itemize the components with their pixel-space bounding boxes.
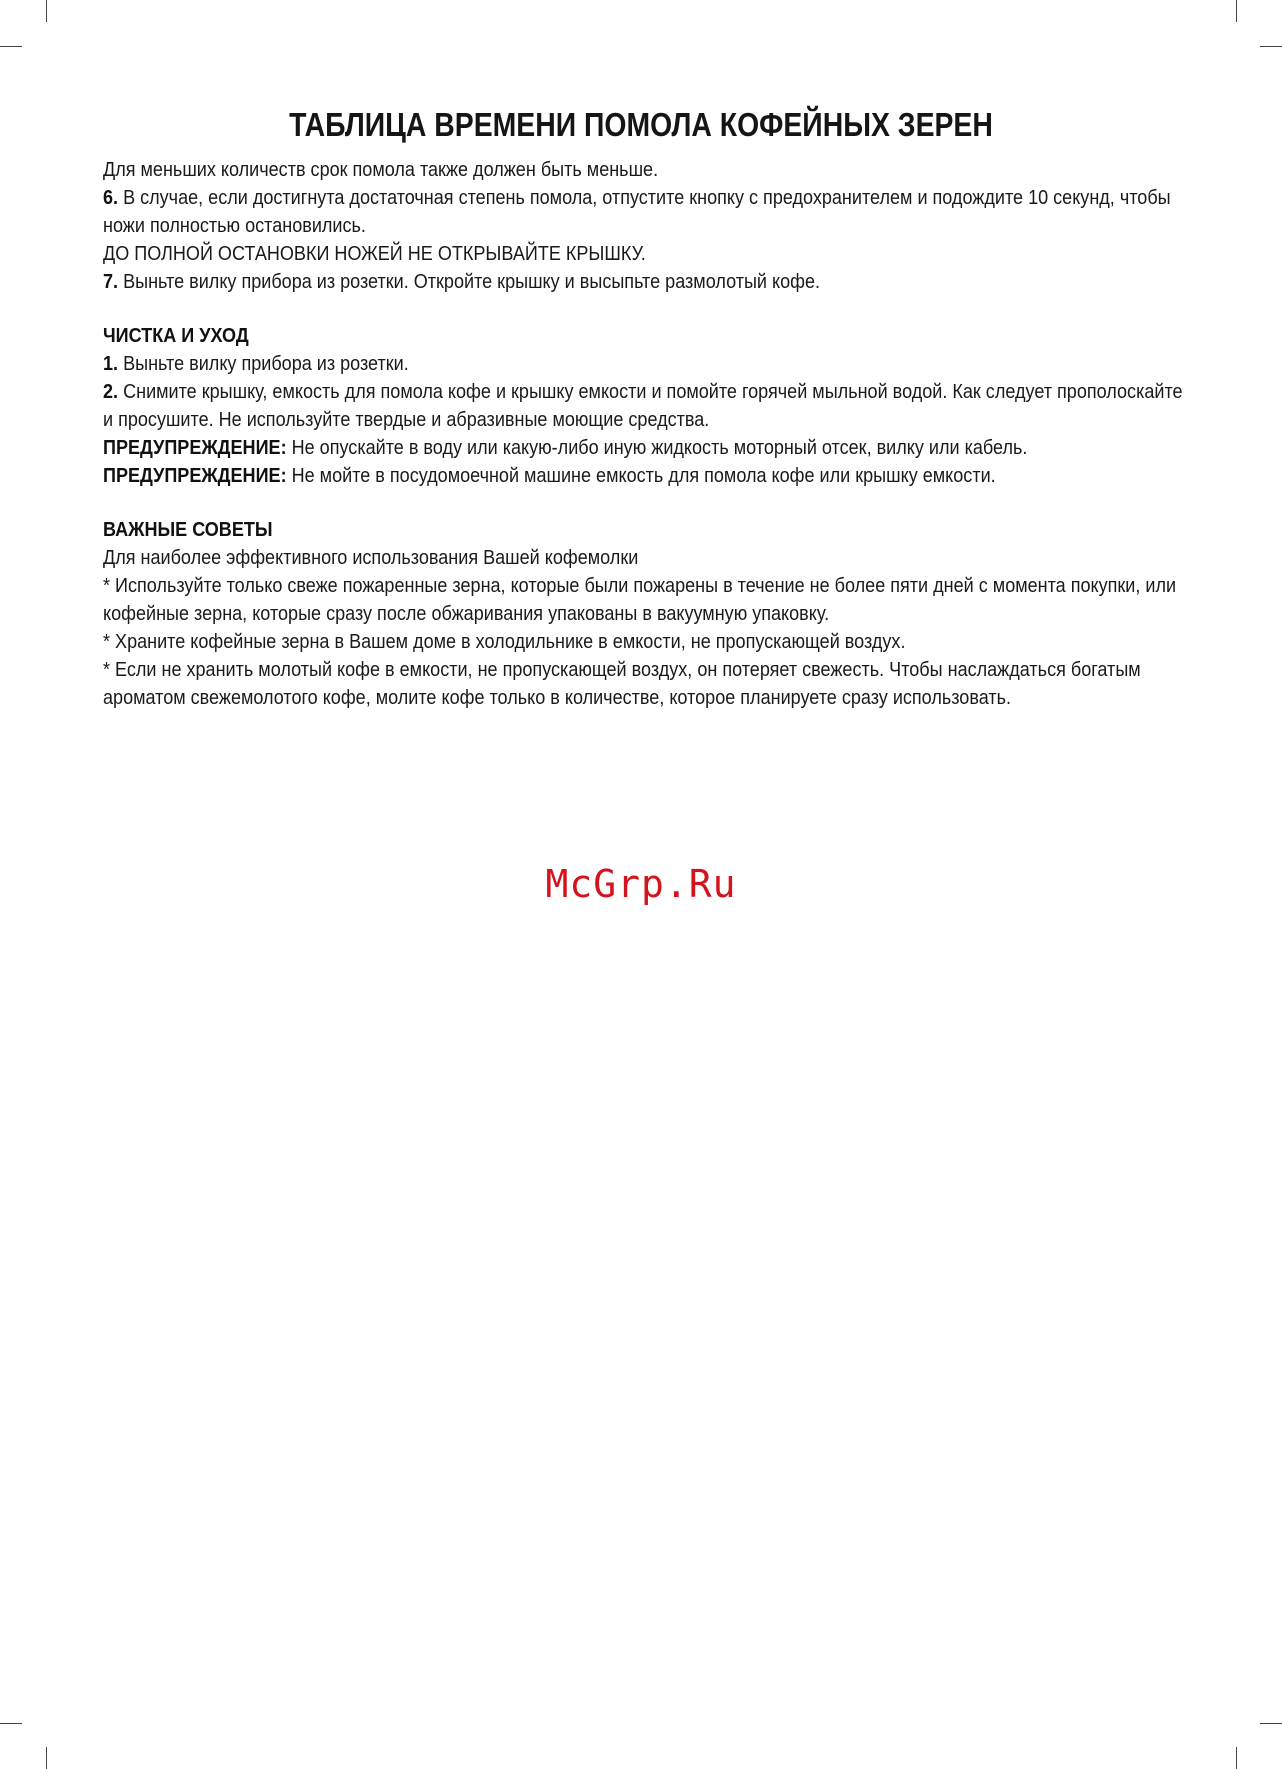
warning-1 <box>103 434 1183 462</box>
crop-mark-bottom-left <box>46 1747 47 1769</box>
warning-1-text: Не опускайте в воду или какую-либо иную жидкость моторный отсек, вилку или кабель. <box>291 436 1028 459</box>
cleaning-heading: ЧИСТКА И УХОД <box>103 324 249 347</box>
cleaning-step-1 <box>103 350 1183 378</box>
step-6-text: В случае, если достигнута достаточная степень помола, отпустите кнопку с предохранителем и подождите 10 секунд, чтобы ножи полностью остановились. <box>103 186 1171 237</box>
crop-mark-top-left-h <box>0 46 22 47</box>
cleaning-step-2-number: 2. <box>103 380 119 403</box>
step-7-number: 7. <box>103 270 119 293</box>
document-body <box>103 156 1183 712</box>
crop-mark-bottom-left-h <box>0 1723 22 1724</box>
warning-1-label: ПРЕДУПРЕЖДЕНИЕ: <box>103 436 287 459</box>
crop-mark-bottom-right-h <box>1260 1723 1282 1724</box>
crop-mark-top-right-h <box>1260 46 1282 47</box>
crop-mark-top-left <box>46 0 47 22</box>
tip-3: * Если не хранить молотый кофе в емкости, не пропускающей воздух, он потеряет свежесть. Чтобы наслаждаться богатым ароматом свежемолотого кофе, молите кофе только в количестве, которое планируете сразу использовать. <box>103 658 1141 709</box>
tips-intro: Для наиболее эффективного использования Вашей кофемолки <box>103 546 639 569</box>
cleaning-step-2 <box>103 378 1183 434</box>
crop-mark-top-right <box>1236 0 1237 22</box>
step-6-number: 6. <box>103 186 119 209</box>
page-title: ТАБЛИЦА ВРЕМЕНИ ПОМОЛА КОФЕЙНЫХ ЗЕРЕН <box>289 106 993 143</box>
watermark: McGrp.Ru <box>545 862 737 906</box>
step-7 <box>103 268 1183 296</box>
warning-2-label: ПРЕДУПРЕЖДЕНИЕ: <box>103 464 287 487</box>
cleaning-step-1-text: Выньте вилку прибора из розетки. <box>123 352 409 375</box>
warning-2 <box>103 462 1183 490</box>
crop-mark-bottom-right <box>1236 1747 1237 1769</box>
caution-line: ДО ПОЛНОЙ ОСТАНОВКИ НОЖЕЙ НЕ ОТКРЫВАЙТЕ КРЫШКУ. <box>103 242 646 265</box>
tip-2: * Храните кофейные зерна в Вашем доме в холодильнике в емкости, не пропускающей воздух. <box>103 630 906 653</box>
warning-2-text: Не мойте в посудомоечной машине емкость для помола кофе или крышку емкости. <box>291 464 996 487</box>
cleaning-step-2-text: Снимите крышку, емкость для помола кофе и крышку емкости и помойте горячей мыльной водой. Как следует прополоскайте и просушите. Не используйте твердые и абразивные моющие средства. <box>103 380 1183 431</box>
tip-1: * Используйте только свеже пожаренные зерна, которые были пожарены в течение не более пяти дней с момента покупки, или кофейные зерна, которые сразу после обжаривания упакованы в вакуумную упаковку. <box>103 574 1177 625</box>
cleaning-step-1-number: 1. <box>103 352 119 375</box>
intro-line: Для меньших количеств срок помола также должен быть меньше. <box>103 158 659 181</box>
tips-heading: ВАЖНЫЕ СОВЕТЫ <box>103 518 273 541</box>
step-6 <box>103 184 1183 240</box>
step-7-text: Выньте вилку прибора из розетки. Откройте крышку и высыпьте размолотый кофе. <box>123 270 821 293</box>
